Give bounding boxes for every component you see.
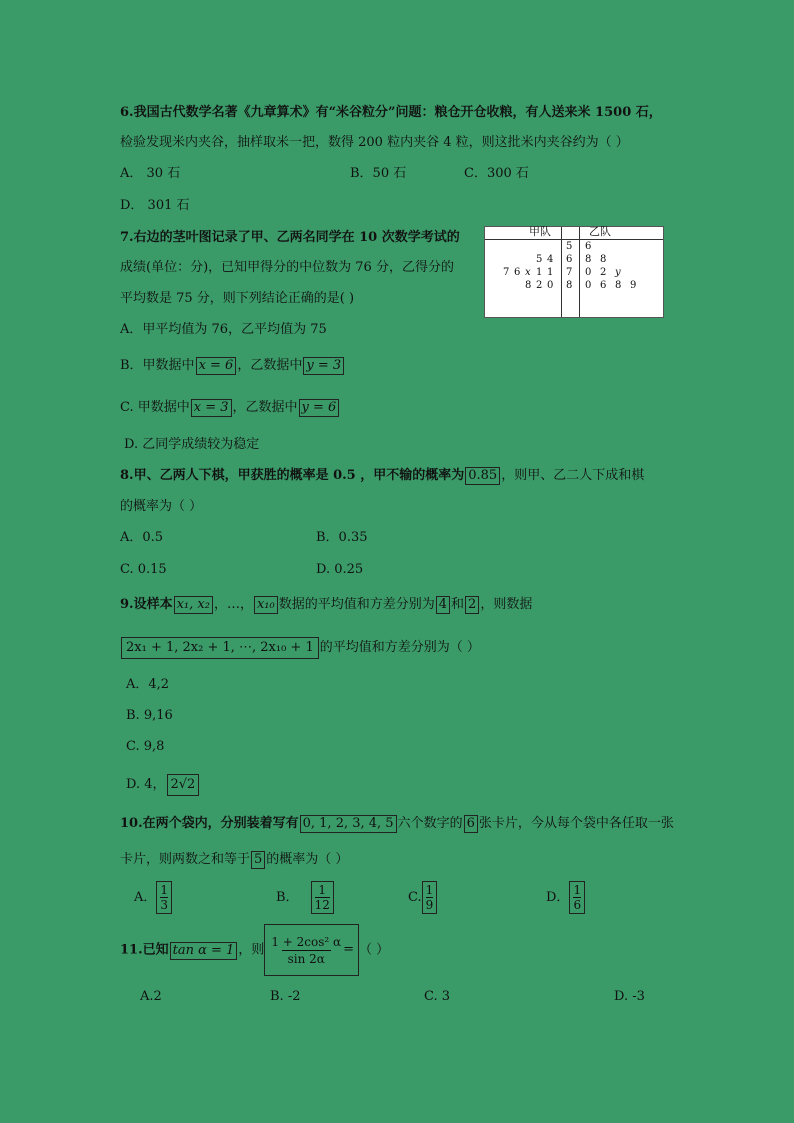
q10-post: 张卡片，今从每个袋中各任取一张: [478, 816, 674, 831]
q10-math1: 0, 1, 2, 3, 4, 5: [300, 815, 397, 833]
right-leaf: 8: [585, 254, 592, 265]
q10-option-a-fraction: [156, 881, 172, 914]
stem-leaf-header: [485, 227, 663, 240]
q9-option-a: A．4,2: [126, 677, 170, 692]
q10-option-c-fraction: [422, 881, 438, 914]
q11-option-c: C. 3: [424, 989, 451, 1004]
q11-math1: tan α = 1: [170, 942, 238, 960]
q10-math2: 6: [464, 815, 478, 833]
q7-line1: 7.右边的茎叶图记录了甲、乙两名同学在 10 次数学考试的: [120, 230, 460, 245]
q10-option-b-fraction: [311, 881, 334, 914]
left-leaf: 2: [536, 280, 543, 291]
q7-option-c-prefix: C. 甲数据中: [120, 400, 190, 415]
q10-option-c: [408, 880, 437, 916]
q11-fraction-stack: [269, 934, 343, 967]
left-leaf: 5: [536, 254, 543, 265]
q8-line1: [120, 467, 644, 485]
right-leaf: 2: [600, 267, 607, 278]
q10-option-b: [276, 880, 334, 916]
right-leaf: 8: [615, 280, 622, 291]
right-leaf: 0: [585, 280, 592, 291]
left-leaf: x: [525, 267, 531, 278]
stem-divider-left: [561, 227, 562, 317]
q11-equals: =: [343, 942, 355, 957]
q9-prefix: 9.设样本: [120, 597, 173, 612]
q11-numerator: 1 + 2cos² α: [271, 934, 342, 949]
q11-mid: ，则: [238, 942, 265, 958]
q9-math3: 4: [436, 596, 450, 614]
q10-mid: 六个数字的: [397, 816, 463, 831]
right-leaf: 8: [600, 254, 607, 265]
stem-divider-right: [579, 227, 580, 317]
q9-line2: [120, 637, 480, 659]
q7-option-d: D. 乙同学成绩较为稳定: [124, 437, 260, 452]
left-leaf: 1: [536, 267, 543, 278]
q10-option-d: [546, 880, 585, 916]
q7-option-c: [120, 399, 340, 417]
q9-line2-math: 2x₁ + 1, 2x₂ + 1, ⋯, 2x₁₀ + 1: [121, 637, 319, 659]
left-leaf: 7: [503, 267, 510, 278]
q10-line2: [120, 851, 348, 869]
q10-option-a-num: 1: [160, 883, 169, 897]
stem-leaf-table: [484, 226, 664, 318]
q7-option-c-math2: y = 6: [299, 399, 340, 417]
q10-option-a: [134, 880, 172, 916]
left-leaf: 6: [514, 267, 521, 278]
q7-option-c-mid: ，乙数据中: [232, 400, 298, 415]
right-leaf: y: [615, 267, 621, 278]
q7-option-c-math1: x = 3: [191, 399, 232, 417]
q10-line2-math: 5: [251, 851, 265, 869]
q7-option-b-math1: x = 6: [196, 357, 237, 375]
q9-option-c: C. 9,8: [126, 739, 165, 754]
q10-option-d-label: D．: [546, 890, 570, 905]
q8-option-d: D. 0.25: [316, 562, 364, 577]
q9-line1: [120, 596, 532, 614]
right-leaf: 6: [585, 241, 592, 252]
stem-value: 6: [566, 254, 573, 265]
q10-line2-post: 的概率为（ ）: [266, 852, 349, 867]
q6-line2: 检验发现米内夹谷，抽样取米一把，数得 200 粒内夹谷 4 粒，则这批米内夹谷约为（ ）: [120, 135, 629, 150]
q8-option-b: B．0.35: [316, 530, 368, 545]
q10-option-b-label: B．: [276, 890, 299, 905]
q8-line1-post: ，则甲、乙二人下成和棋: [501, 468, 645, 483]
q10-option-d-fraction: [569, 881, 585, 914]
left-leaf: 8: [525, 280, 532, 291]
q7-line2: 成绩(单位：分)，已知甲得分的中位数为 76 分，乙得分的: [120, 260, 454, 275]
stem-leaf-head-left: 甲队: [529, 225, 551, 238]
q7-option-b-mid: ，乙数据中: [237, 358, 303, 373]
q9-mid1: ，…，: [213, 597, 253, 612]
q10-option-d-num: 1: [573, 883, 582, 897]
left-leaf: 1: [547, 267, 554, 278]
q10-option-a-label: A．: [134, 890, 157, 905]
q9-math1: x₁, x₂: [174, 596, 213, 614]
q10-option-a-den: 3: [160, 898, 169, 912]
q9-option-d-prefix: D. 4，: [126, 777, 166, 792]
q9-option-d-math: 2√2: [167, 774, 200, 796]
q8-line2: 的概率为（ ）: [120, 499, 203, 514]
q11-post: （ ）: [359, 942, 390, 958]
q7-option-b: [120, 357, 345, 375]
q9-math2: x₁₀: [254, 596, 278, 614]
stem-leaf-head-right: 乙队: [589, 225, 611, 238]
q9-line2-post: 的平均值和方差分别为（ ）: [319, 640, 480, 655]
q6-line1: 6.我国古代数学名著《九章算术》有“米谷粒分”问题：粮仓开仓收粮，有人送来米 1500 石，: [120, 105, 662, 120]
q8-math: 0.85: [465, 467, 500, 485]
q9-and: 和: [451, 597, 465, 612]
q9-math4: 2: [465, 596, 479, 614]
q6-option-c: C．300 石: [464, 166, 529, 181]
q10-option-c-num: 1: [425, 883, 434, 897]
q10-line2-prefix: 卡片，则两数之和等于: [120, 852, 251, 867]
q11-prefix: 11.已知: [120, 942, 169, 958]
q9-mid2: 数据的平均值和方差分别为: [278, 597, 435, 612]
left-leaf: 4: [547, 254, 554, 265]
stem-value: 8: [566, 280, 573, 291]
q7-option-b-math2: y = 3: [303, 357, 344, 375]
q7-line3: 平均数是 75 分，则下列结论正确的是( ): [120, 291, 355, 306]
q6-option-a: A． 30 石: [120, 166, 181, 181]
q10-option-c-label: C.: [408, 890, 422, 905]
q11-option-d: D. -3: [614, 989, 645, 1004]
q8-option-a: A．0.5: [120, 530, 164, 545]
q11-option-a: A.2: [140, 989, 162, 1004]
q11-line1: [120, 924, 389, 976]
q8-line1-prefix: 8.甲、乙两人下棋，甲获胜的概率是 0.5 ，甲不输的概率为: [120, 468, 465, 483]
q10-option-b-num: 1: [318, 883, 327, 897]
q10-line1: [120, 815, 674, 833]
q11-fraction: [264, 924, 359, 976]
q9-option-b: B. 9,16: [126, 708, 173, 723]
q7-option-a: A．甲平均值为 76，乙平均值为 75: [120, 322, 327, 337]
q6-option-b: B．50 石: [350, 166, 407, 181]
q10-option-d-den: 6: [573, 898, 582, 912]
right-leaf: 6: [600, 280, 607, 291]
stem-value: 5: [566, 241, 573, 252]
q9-post: ，则数据: [480, 597, 533, 612]
stem-value: 7: [566, 267, 573, 278]
q10-option-c-den: 9: [425, 898, 434, 912]
q6-option-d: D． 301 石: [120, 198, 190, 213]
q11-option-b: B. -2: [270, 989, 301, 1004]
q10-option-b-den: 12: [314, 898, 330, 912]
right-leaf: 0: [585, 267, 592, 278]
q10-prefix: 10.在两个袋内，分别装着写有: [120, 816, 299, 831]
left-leaf: 0: [547, 280, 554, 291]
q11-fraction-body: [269, 927, 354, 973]
q11-denominator: sin 2α: [282, 950, 331, 967]
q7-option-b-prefix: B．甲数据中: [120, 358, 195, 373]
q9-option-d: [126, 774, 200, 796]
q8-option-c: C. 0.15: [120, 562, 167, 577]
right-leaf: 9: [630, 280, 637, 291]
